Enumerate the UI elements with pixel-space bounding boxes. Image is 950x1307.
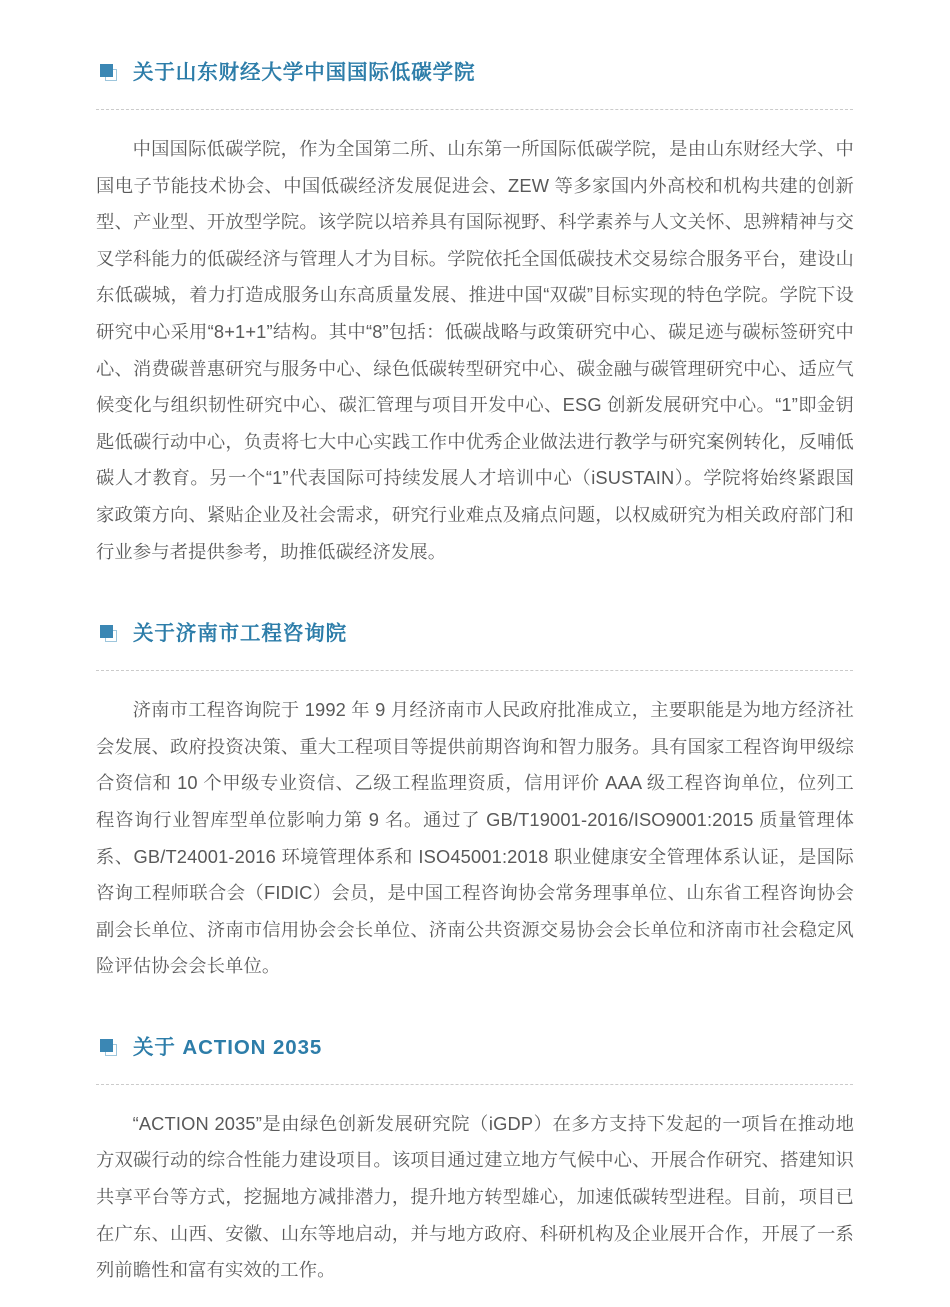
document-content [96, 0, 854, 1307]
square-filled-shape [100, 1039, 113, 1052]
section-body-paragraph: “ACTION 2035”是由绿色创新发展研究院（iGDP）在多方支持下发起的一项旨在推动地方双碳行动的综合性能力建设项目。该项目通过建立地方气候中心、开展合作研究、搭建知识共享平台等方式，挖掘地方减排潜力，提升地方转型雄心，加速低碳转型进程。目前，项目已在广东、山西、安徽、山东等地启动，并与地方政府、科研机构及企业展开合作，开展了一系列前瞻性和富有实效的工作。 [96, 1112, 854, 1281]
section-body-paragraph: 中国国际低碳学院，作为全国第二所、山东第一所国际低碳学院，是由山东财经大学、中国电子节能技术协会、中国低碳经济发展促进会、ZEW 等多家国内外高校和机构共建的创新型、产业型、开放型学院。该学院以培养具有国际视野、科学素养与人文关怀、思辨精神与交叉学科能力的低碳经济与管理人才为目标。学院依托全国低碳技术交易综合服务平台，建设山东低碳城，着力打造成服务山东高质量发展、推进中国“双碳”目标实现的特色学院。学院下设研究中心采用“8+1+1”结构。其中“8”包括：低碳战略与政策研究中心、碳足迹与碳标签研究中心、消费碳普惠研究与服务中心、绿色低碳转型研究中心、碳金融与碳管理研究中心、适应气候变化与组织韧性研究中心、碳汇管理与项目开发中心、ESG 创新发展研究中心。“1”即金钥匙低碳行动中心，负责将七大中心实践工作中优秀企业做法进行教学与研究案例转化，反哺低碳人才教育。另一个“1”代表国际可持续发展人才培训中心（iSUSTAIN）。学院将始终紧跟国家政策方向、紧贴企业及社会需求，研究行业难点及痛点问题，以权威研究为相关政府部门和行业参与者提供参考，助推低碳经济发展。 [96, 138, 854, 562]
two-overlapping-squares-icon [100, 64, 119, 83]
section-divider [96, 109, 853, 110]
square-filled-shape [100, 64, 113, 77]
two-overlapping-squares-icon [100, 1039, 119, 1058]
two-overlapping-squares-icon [100, 625, 119, 644]
section-divider [96, 1084, 853, 1085]
section-action-2035 [96, 1031, 854, 1289]
section-divider [96, 670, 853, 671]
section-body-paragraph: 济南市工程咨询院于 1992 年 9 月经济南市人民政府批准成立，主要职能是为地方经济社会发展、政府投资决策、重大工程项目等提供前期咨询和智力服务。具有国家工程咨询甲级综合资信和 10 个甲级专业资信、乙级工程监理资质，信用评价 AAA 级工程咨询单位，位列工程咨询行业智库型单位影响力第 9 名。通过了 GB/T19001-2016/ISO9001:2015 质量管理体系、GB/T24001-2016 环境管理体系和 ISO45001:2018 职业健康安全管理体系认证，是国际咨询工程师联合会（FIDIC）会员，是中国工程咨询协会常务理事单位、山东省工程咨询协会副会长单位、济南市信用协会会长单位、济南公共资源交易协会会长单位和济南市社会稳定风险评估协会会长单位。 [96, 699, 854, 977]
section-heading-title: 关于济南市工程咨询院 [133, 621, 347, 645]
section-heading-row [100, 56, 854, 90]
section-heading-title: 关于 ACTION 2035 [133, 1035, 323, 1059]
square-filled-shape [100, 625, 113, 638]
section-heading-row [100, 617, 854, 651]
section-jinan-consulting-institute [96, 617, 854, 985]
section-heading-title: 关于山东财经大学中国国际低碳学院 [133, 60, 476, 84]
section-heading-row [100, 1031, 854, 1065]
section-shandong-college [96, 56, 854, 570]
